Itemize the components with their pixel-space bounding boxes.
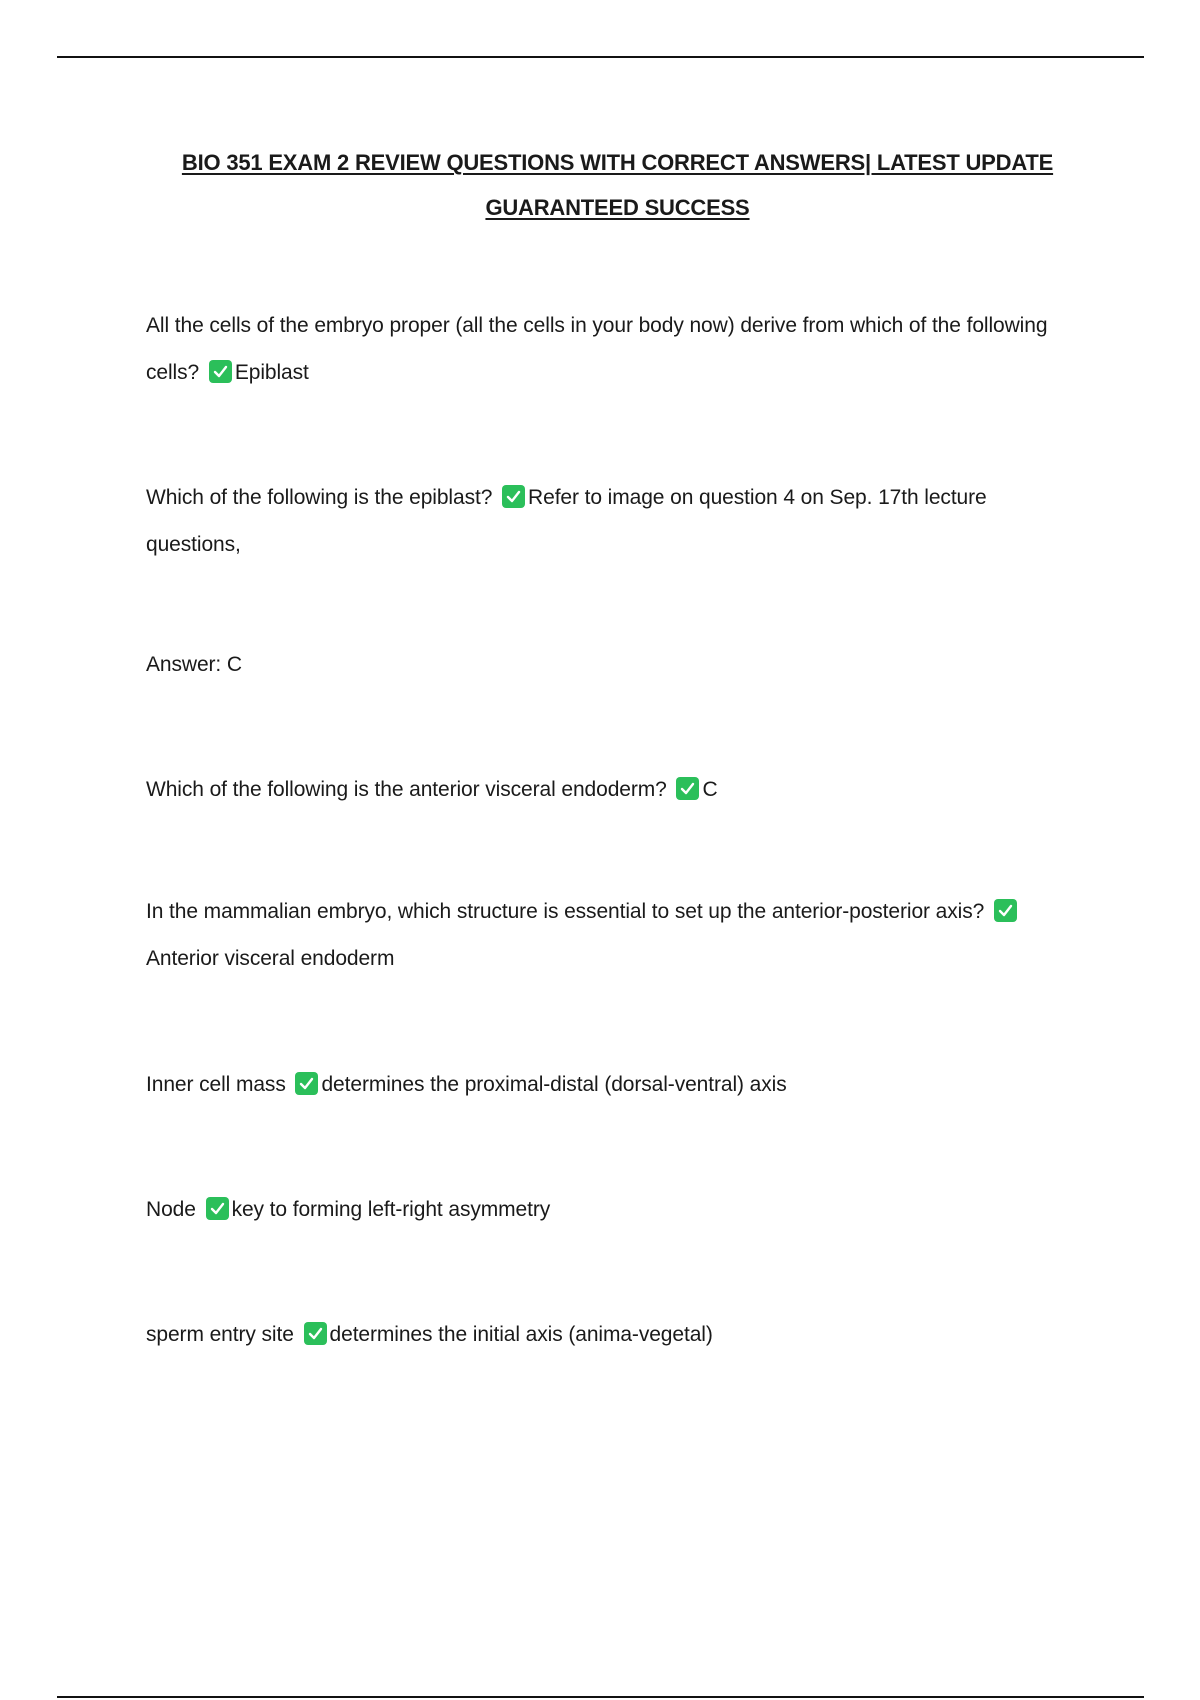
question-text: All the cells of the embryo proper (all the cells in your body now) derive from which of the following cells?	[146, 314, 1048, 384]
qa-item-4	[146, 766, 1076, 813]
answer-text: determines the initial axis (anima-vegetal)	[329, 1323, 713, 1346]
qa-item-1	[146, 302, 1076, 396]
page-title	[120, 140, 1115, 230]
qa-item-5	[146, 888, 1076, 982]
qa-item-6	[146, 1061, 1076, 1108]
check-box-icon	[502, 485, 525, 508]
answer-line: Answer: C	[146, 653, 242, 676]
question-text: Inner cell mass	[146, 1073, 286, 1096]
qa-item-8	[146, 1311, 1076, 1358]
check-box-icon	[676, 777, 699, 800]
question-text: Node	[146, 1198, 196, 1221]
check-box-icon	[304, 1322, 327, 1345]
answer-text: C	[702, 778, 718, 801]
question-text: Which of the following is the anterior visceral endoderm?	[146, 778, 667, 801]
check-box-icon	[206, 1197, 229, 1220]
check-box-icon	[994, 899, 1017, 922]
check-box-icon	[295, 1072, 318, 1095]
answer-text: determines the proximal-distal (dorsal-ventral) axis	[321, 1073, 787, 1096]
question-text: sperm entry site	[146, 1323, 294, 1346]
qa-item-3	[146, 641, 1076, 688]
question-text: Which of the following is the epiblast?	[146, 486, 493, 509]
answer-text: Anterior visceral endoderm	[146, 947, 395, 970]
answer-text: Epiblast	[234, 361, 309, 384]
question-text: In the mammalian embryo, which structure is essential to set up the anterior-posterior axis?	[146, 900, 985, 923]
answer-text: Refer to image on question 4 on Sep. 17th lecture questions,	[146, 486, 987, 556]
qa-item-2	[146, 474, 1076, 568]
top-rule	[57, 56, 1144, 58]
answer-text: key to forming left-right asymmetry	[231, 1198, 551, 1221]
bottom-rule	[57, 1696, 1144, 1698]
title-line-1: BIO 351 EXAM 2 REVIEW QUESTIONS WITH CORRECT ANSWERS| LATEST UPDATE	[181, 150, 1054, 175]
title-line-2: GUARANTEED SUCCESS	[485, 195, 750, 220]
check-box-icon	[209, 360, 232, 383]
qa-item-7	[146, 1186, 1076, 1233]
